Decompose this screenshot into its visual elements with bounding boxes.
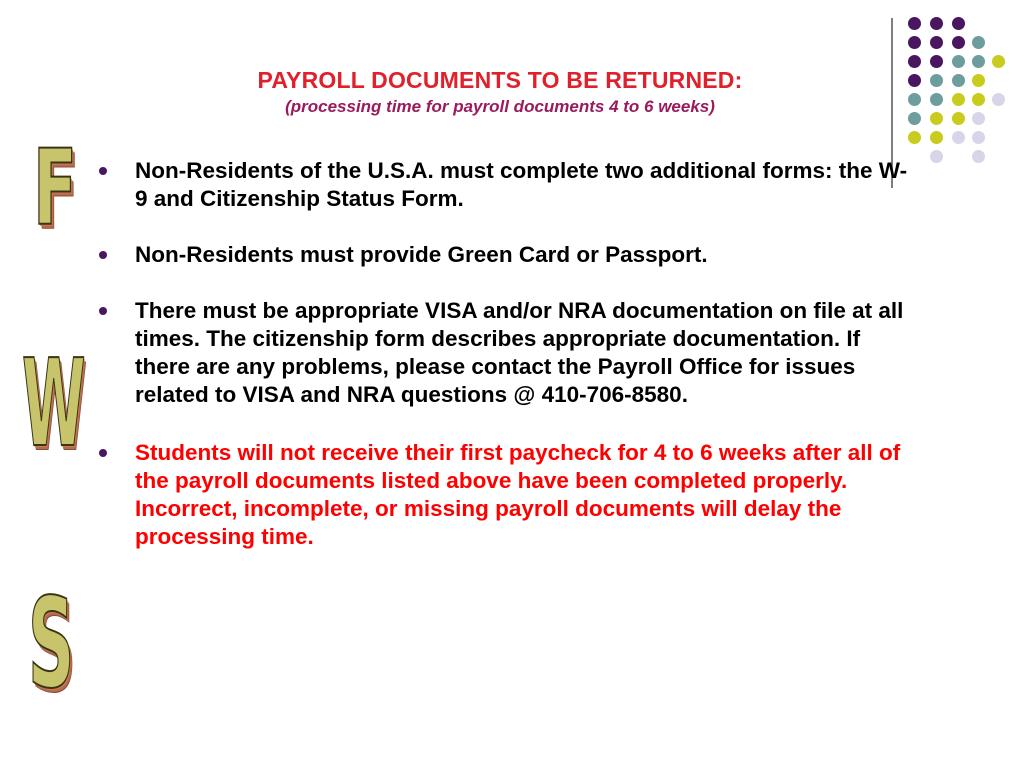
bullet-item — [96, 439, 914, 551]
dot — [930, 36, 943, 49]
dot — [972, 55, 985, 68]
dot — [908, 131, 921, 144]
dot — [952, 131, 965, 144]
dot — [952, 55, 965, 68]
dot — [908, 36, 921, 49]
bullet-text: Students will not receive their first paycheck for 4 to 6 weeks after all of the payroll documents listed above have been completed properly. Incorrect, incomplete, or missing payroll documents will delay the processing time. — [135, 440, 901, 549]
dot — [972, 74, 985, 87]
dot — [992, 93, 1005, 106]
dot — [972, 112, 985, 125]
dot — [972, 150, 985, 163]
dot — [908, 112, 921, 125]
dot — [908, 55, 921, 68]
bullet-dot-icon — [99, 167, 107, 175]
bullet-item — [96, 157, 914, 213]
bullet-text: Non-Residents must provide Green Card or Passport. — [135, 242, 708, 267]
side-letter-s: S — [28, 572, 75, 716]
dot — [930, 93, 943, 106]
dot — [930, 55, 943, 68]
bullet-dot-icon — [99, 251, 107, 259]
dot — [930, 150, 943, 163]
dot — [972, 93, 985, 106]
dot — [972, 36, 985, 49]
title-block — [100, 66, 900, 118]
bullet-dot-icon — [99, 449, 107, 457]
bullet-dot-icon — [99, 307, 107, 315]
dot — [930, 112, 943, 125]
dot — [992, 55, 1005, 68]
dot — [930, 17, 943, 30]
slide-title: PAYROLL DOCUMENTS TO BE RETURNED: — [257, 67, 743, 93]
bullet-item — [96, 241, 914, 269]
bullet-item — [96, 297, 914, 409]
dot — [952, 93, 965, 106]
dot — [952, 74, 965, 87]
side-letter-w: W — [22, 335, 86, 474]
dot — [952, 36, 965, 49]
slide-subtitle: (processing time for payroll documents 4 to 6 weeks) — [285, 97, 715, 116]
dot — [908, 93, 921, 106]
dot — [908, 74, 921, 87]
dot — [952, 112, 965, 125]
bullet-text: There must be appropriate VISA and/or NRA documentation on file at all times. The citizenship form describes appropriate documentation. If there are any problems, please contact the Payroll Office for issues related to VISA and NRA questions @ 410-706-8580. — [135, 298, 904, 407]
dot — [952, 17, 965, 30]
bullet-list — [96, 157, 914, 580]
dot — [908, 17, 921, 30]
side-letter-f: F — [33, 127, 78, 249]
bullet-text: Non-Residents of the U.S.A. must complete two additional forms: the W-9 and Citizenship Status Form. — [135, 158, 908, 211]
dot — [930, 131, 943, 144]
dot — [930, 74, 943, 87]
dot — [972, 131, 985, 144]
